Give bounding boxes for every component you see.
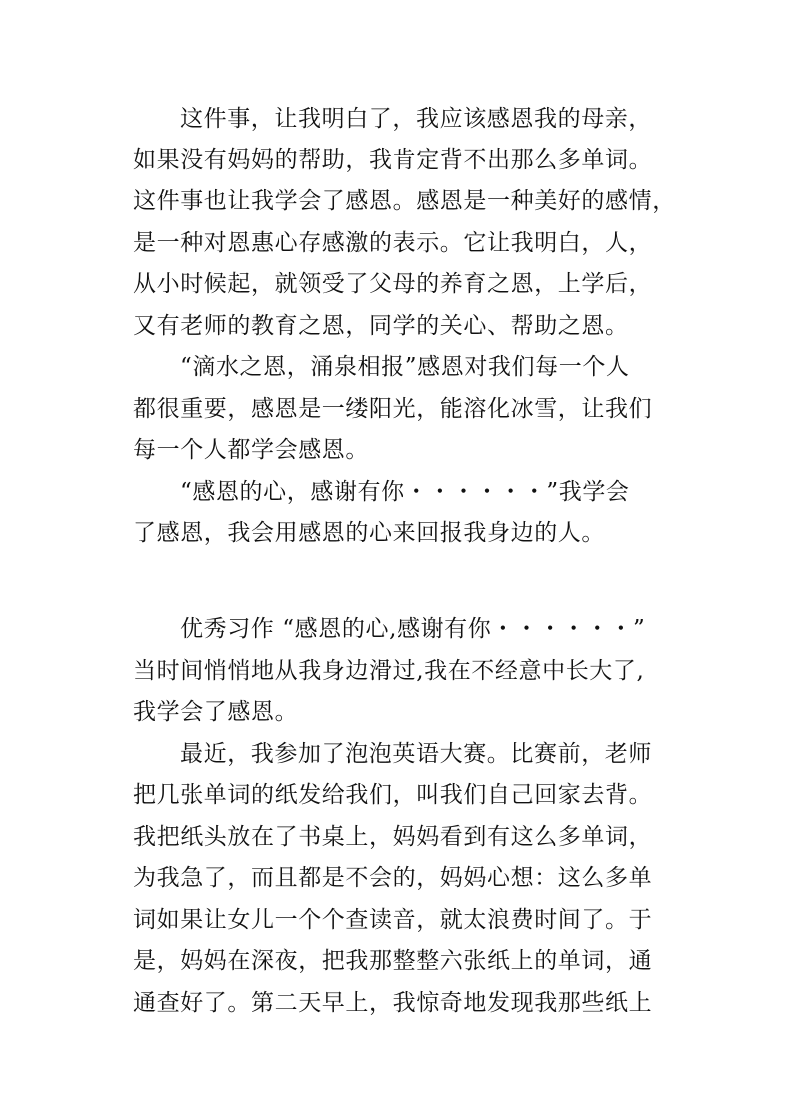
paragraph-line: 如果没有妈妈的帮助，我肯定背不出那么多单词。	[133, 147, 653, 173]
paragraph-line: “感恩的心，感谢有你・・・・・・”我学会	[180, 479, 630, 505]
paragraph-line: 我把纸头放在了书桌上，妈妈看到有这么多单词，	[133, 824, 653, 850]
paragraph-line: 了感恩，我会用感恩的心来回报我身边的人。	[133, 520, 605, 546]
paragraph-line: 每一个人都学会感恩。	[133, 437, 369, 463]
paragraph-line: 是一种对恩惠心存感激的表示。它让我明白，人，	[133, 230, 653, 256]
paragraph-line: 通查好了。第二天早上，我惊奇地发现我那些纸上	[133, 990, 653, 1016]
paragraph-line: 我学会了感恩。	[133, 699, 299, 725]
paragraph-line: 最近，我参加了泡泡英语大赛。比赛前，老师	[180, 741, 652, 767]
paragraph-line: “滴水之恩，涌泉相报”感恩对我们每一个人	[180, 354, 630, 380]
paragraph-line: 这件事，让我明白了，我应该感恩我的母亲，	[180, 106, 652, 132]
paragraph-line: 把几张单词的纸发给我们，叫我们自己回家去背。	[133, 782, 653, 808]
paragraph-line: 当时间悄悄地从我身边滑过,我在不经意中长大了,	[133, 658, 645, 684]
paragraph-line: 词如果让女儿一个个查读音，就太浪费时间了。于	[133, 907, 653, 933]
paragraph-line: 这件事也让我学会了感恩。感恩是一种美好的感情，	[133, 188, 676, 214]
paragraph-line: 都很重要，感恩是一缕阳光，能溶化冰雪，让我们	[133, 396, 653, 422]
paragraph-line: 是，妈妈在深夜，把我那整整六张纸上的单词，通	[133, 948, 653, 974]
essay-title-line: 优秀习作 “感恩的心,感谢有你・・・・・・”	[180, 616, 646, 642]
paragraph-line: 从小时候起，就领受了父母的养育之恩，上学后，	[133, 271, 653, 297]
paragraph-line: 为我急了，而且都是不会的，妈妈心想：这么多单	[133, 865, 653, 891]
paragraph-line: 又有老师的教育之恩，同学的关心、帮助之恩。	[133, 313, 629, 339]
